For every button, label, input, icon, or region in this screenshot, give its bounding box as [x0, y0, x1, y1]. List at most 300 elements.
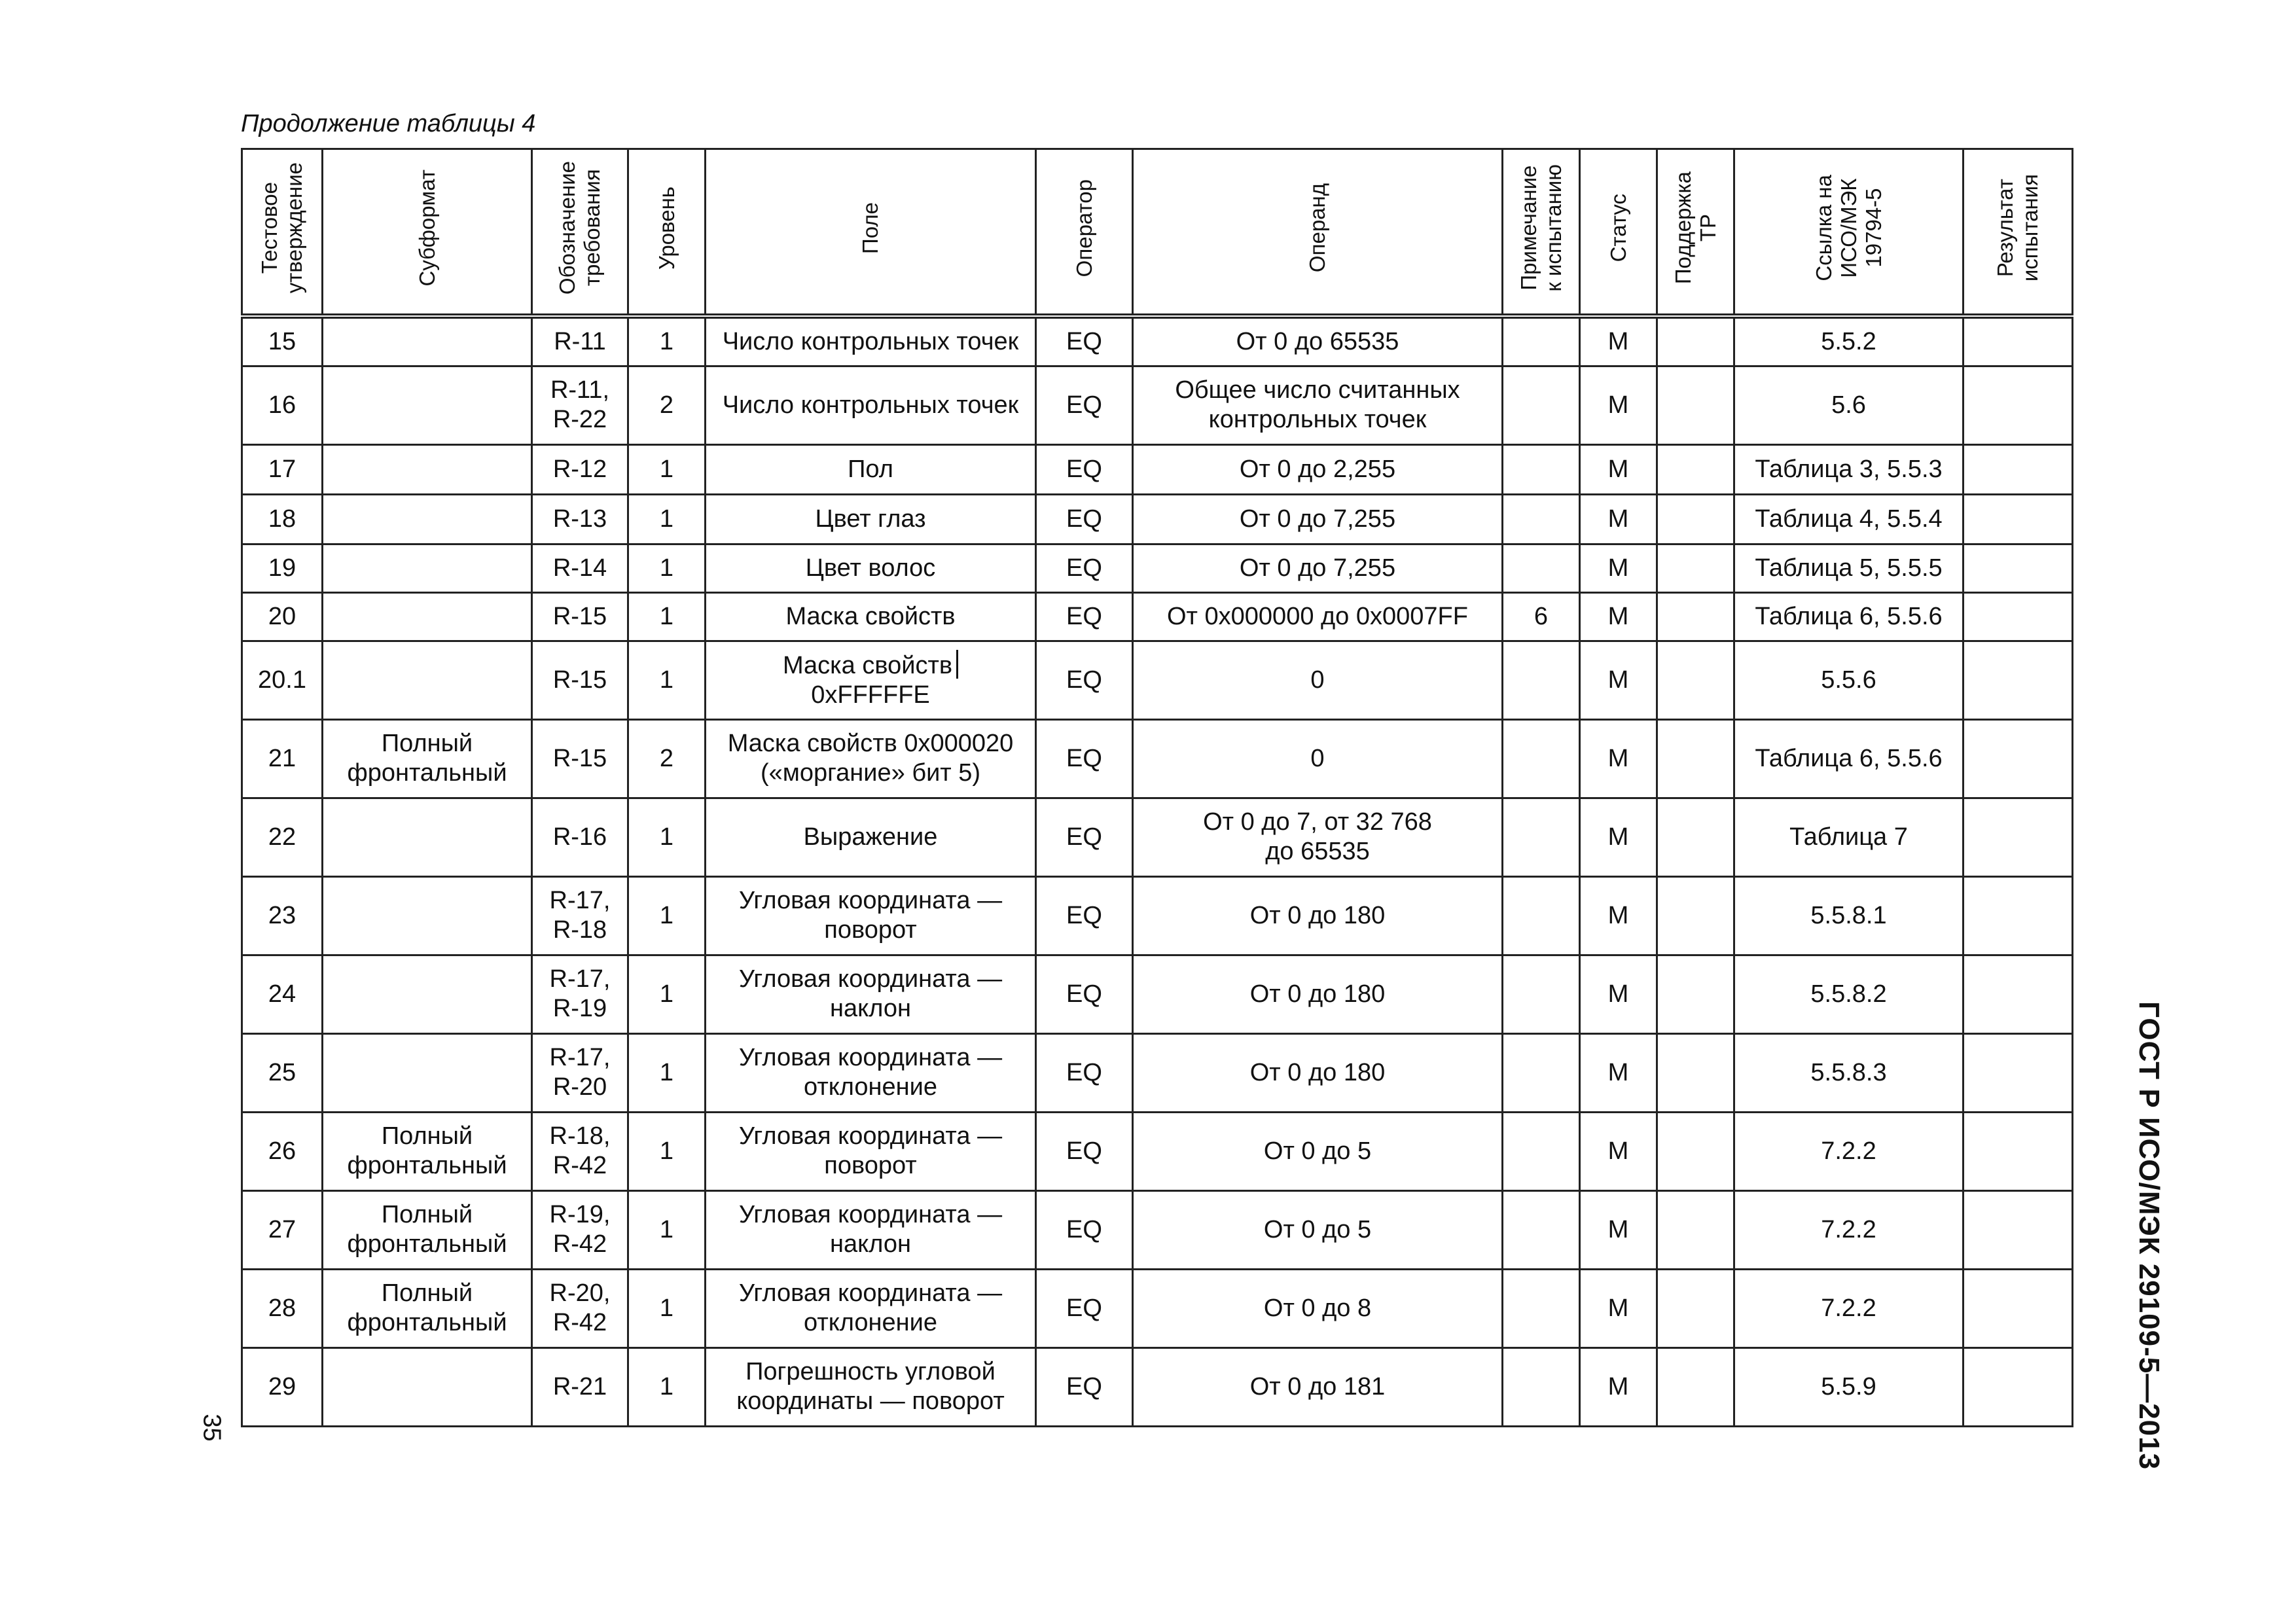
- table-row: [242, 592, 2073, 641]
- cell-line: M: [1607, 1058, 1629, 1086]
- cell-operand: [1133, 366, 1503, 444]
- cell-test-assertion: [242, 719, 323, 798]
- cell-test-note: [1503, 641, 1580, 719]
- cell-line: 1: [659, 1372, 674, 1400]
- cell-tr-support: [1657, 876, 1734, 955]
- cell-line: 15: [268, 327, 296, 355]
- cell-line: Маска свойств: [785, 602, 956, 630]
- cell-level: [628, 719, 706, 798]
- cell-operator: [1036, 444, 1133, 494]
- cell-field: [706, 798, 1036, 876]
- cell-operand: [1133, 494, 1503, 544]
- cell-test-note: [1503, 544, 1580, 592]
- cell-line: M: [1607, 327, 1629, 355]
- cell-level: [628, 1112, 706, 1190]
- cell-line: Таблица 6, 5.5.6: [1755, 602, 1943, 630]
- cell-test-assertion: [242, 544, 323, 592]
- cell-line: до 65535: [1265, 838, 1370, 865]
- cell-line: R-16: [552, 823, 607, 851]
- cell-operand: [1133, 316, 1503, 366]
- cell-line: EQ: [1066, 1215, 1102, 1243]
- cell-operator: [1036, 544, 1133, 592]
- cell-requirement-id: [532, 494, 628, 544]
- header-line: утверждение: [282, 162, 306, 294]
- cell-line: Полный: [381, 730, 473, 757]
- header-line: Тестовое: [257, 182, 281, 274]
- cell-subformat: [323, 494, 532, 544]
- cell-line: 5.5.8.2: [1810, 980, 1887, 1008]
- cell-test-result: [1964, 316, 2073, 366]
- cell-line: фронтальный: [347, 1309, 507, 1336]
- cell-tr-support: [1657, 366, 1734, 444]
- cell-operand: [1133, 444, 1503, 494]
- cell-field: [706, 1347, 1036, 1426]
- cell-line: EQ: [1066, 505, 1102, 533]
- cell-line: 1: [659, 327, 674, 355]
- cell-test-result: [1964, 366, 2073, 444]
- cell-line: M: [1607, 744, 1629, 772]
- cell-test-assertion: [242, 444, 323, 494]
- cell-test-assertion: [242, 1033, 323, 1112]
- cell-requirement-id: [532, 798, 628, 876]
- cell-level: [628, 592, 706, 641]
- header-line: Поддержка: [1670, 171, 1695, 285]
- cell-line: Маска свойств 0x000020: [727, 730, 1014, 757]
- cell-line: 2: [659, 391, 674, 419]
- cell-line: R-19,: [549, 1201, 611, 1228]
- cell-operator: [1036, 1269, 1133, 1347]
- cell-test-note: [1503, 444, 1580, 494]
- cell-tr-support: [1657, 592, 1734, 641]
- cell-requirement-id: [532, 366, 628, 444]
- header-test-assertion: [242, 149, 323, 317]
- cell-line: EQ: [1066, 391, 1102, 419]
- cell-test-result: [1964, 719, 2073, 798]
- header-line: Примечание: [1516, 165, 1541, 291]
- cell-tr-support: [1657, 1347, 1734, 1426]
- cell-line: EQ: [1066, 1294, 1102, 1322]
- header-status: [1580, 149, 1657, 317]
- cell-field: [706, 544, 1036, 592]
- cell-status: [1580, 955, 1657, 1033]
- cell-line: От 0 до 5: [1263, 1137, 1372, 1165]
- cell-line: R-17,: [549, 887, 611, 914]
- cell-line: Выражение: [803, 823, 938, 851]
- cell-line: 25: [268, 1058, 296, 1086]
- cell-line: Таблица 6, 5.5.6: [1755, 744, 1943, 772]
- cell-field: [706, 1033, 1036, 1112]
- cell-test-result: [1964, 1347, 2073, 1426]
- cell-field: [706, 316, 1036, 366]
- cell-line: 19: [268, 554, 296, 582]
- cell-status: [1580, 366, 1657, 444]
- cell-line: 29: [268, 1372, 296, 1400]
- header-line: Операнд: [1305, 183, 1329, 273]
- cell-line: Угловая координата —: [738, 1044, 1003, 1071]
- cell-requirement-id: [532, 316, 628, 366]
- cell-line: От 0 до 180: [1249, 901, 1386, 929]
- cell-iso-reference: [1734, 1033, 1964, 1112]
- cell-test-note: [1503, 1033, 1580, 1112]
- cell-iso-reference: [1734, 641, 1964, 719]
- table-row: [242, 444, 2073, 494]
- cell-line: Угловая координата —: [738, 965, 1003, 993]
- cell-line: R-22: [552, 406, 607, 433]
- cell-status: [1580, 719, 1657, 798]
- cell-level: [628, 798, 706, 876]
- table-body: [242, 316, 2073, 1426]
- cell-test-note: [1503, 719, 1580, 798]
- cell-test-result: [1964, 876, 2073, 955]
- header-line: к испытанию: [1541, 164, 1566, 292]
- cell-line: 18: [268, 505, 296, 533]
- cell-test-note: [1503, 798, 1580, 876]
- cell-operator: [1036, 1347, 1133, 1426]
- cell-subformat: [323, 444, 532, 494]
- table-row: [242, 1347, 2073, 1426]
- cell-line: 16: [268, 391, 296, 419]
- cell-line: R-11,: [550, 376, 610, 404]
- cell-operator: [1036, 876, 1133, 955]
- table-row: [242, 494, 2073, 544]
- cell-line: Число контрольных точек: [722, 327, 1019, 355]
- cell-line: 17: [268, 455, 296, 483]
- cell-operand: [1133, 798, 1503, 876]
- cell-line: От 0 до 7,255: [1239, 505, 1396, 533]
- cell-line: Таблица 7: [1789, 823, 1908, 851]
- cell-level: [628, 1269, 706, 1347]
- cell-line: R-12: [552, 455, 607, 483]
- cell-operand: [1133, 876, 1503, 955]
- header-tr-support: [1657, 149, 1734, 317]
- header-line: ИСО/МЭК: [1836, 178, 1861, 278]
- cell-test-result: [1964, 1190, 2073, 1269]
- header-line: требования: [580, 169, 604, 287]
- header-line: Уровень: [654, 186, 679, 270]
- cell-line: M: [1607, 505, 1629, 533]
- cell-line: R-14: [552, 554, 607, 582]
- cell-line: 6: [1534, 602, 1549, 630]
- cell-test-note: [1503, 316, 1580, 366]
- cell-line: R-19: [552, 995, 607, 1022]
- header-operand: [1133, 149, 1503, 317]
- cell-line: EQ: [1066, 602, 1102, 630]
- cell-line: R-11: [554, 327, 606, 355]
- cell-test-assertion: [242, 955, 323, 1033]
- cell-line: Угловая координата —: [738, 887, 1003, 914]
- header-operator: [1036, 149, 1133, 317]
- cell-test-note: [1503, 876, 1580, 955]
- cell-line: M: [1607, 901, 1629, 929]
- cell-status: [1580, 592, 1657, 641]
- cell-subformat: [323, 798, 532, 876]
- cell-line: 0xFFFFFE: [811, 681, 930, 709]
- cell-subformat: [323, 1347, 532, 1426]
- cell-operand: [1133, 592, 1503, 641]
- cell-test-assertion: [242, 798, 323, 876]
- cell-line: 1: [659, 602, 674, 630]
- cell-line: 1: [659, 666, 674, 694]
- cell-iso-reference: [1734, 1347, 1964, 1426]
- cell-iso-reference: [1734, 366, 1964, 444]
- cell-line: 5.5.8.1: [1810, 901, 1887, 929]
- cell-iso-reference: [1734, 1269, 1964, 1347]
- cell-operator: [1036, 719, 1133, 798]
- header-line: Обозначение: [555, 161, 579, 295]
- cell-tr-support: [1657, 1112, 1734, 1190]
- cell-line: EQ: [1066, 554, 1102, 582]
- cell-subformat: [323, 1033, 532, 1112]
- cell-line: R-15: [552, 666, 607, 694]
- table-row: [242, 316, 2073, 366]
- cell-operand: [1133, 1190, 1503, 1269]
- cell-line: M: [1607, 602, 1629, 630]
- table-header-row: [242, 149, 2073, 317]
- cell-field: [706, 1190, 1036, 1269]
- cell-iso-reference: [1734, 798, 1964, 876]
- cell-operand: [1133, 955, 1503, 1033]
- cell-level: [628, 544, 706, 592]
- cell-line: наклон: [830, 1230, 911, 1258]
- cell-test-result: [1964, 592, 2073, 641]
- cell-status: [1580, 544, 1657, 592]
- cell-line: От 0 до 8: [1263, 1294, 1372, 1322]
- cell-status: [1580, 1190, 1657, 1269]
- cell-line: поворот: [824, 1152, 917, 1179]
- cell-status: [1580, 1269, 1657, 1347]
- cell-line: R-18,: [549, 1122, 611, 1150]
- cell-line: Число контрольных точек: [722, 391, 1019, 419]
- cell-operand: [1133, 1033, 1503, 1112]
- cell-line: Полный: [381, 1279, 473, 1307]
- cell-operand: [1133, 641, 1503, 719]
- cell-line: M: [1607, 666, 1629, 694]
- header-line: 19794-5: [1861, 188, 1886, 268]
- cell-status: [1580, 444, 1657, 494]
- cell-test-assertion: [242, 1112, 323, 1190]
- cell-status: [1580, 876, 1657, 955]
- cell-test-result: [1964, 641, 2073, 719]
- cell-line: 1: [659, 455, 674, 483]
- cell-line: координаты — поворот: [736, 1387, 1005, 1415]
- cell-test-result: [1964, 1112, 2073, 1190]
- cell-field: [706, 876, 1036, 955]
- cell-subformat: [323, 1112, 532, 1190]
- cell-iso-reference: [1734, 876, 1964, 955]
- cell-operand: [1133, 1112, 1503, 1190]
- requirements-table: [241, 148, 2073, 1427]
- header-iso-reference: [1734, 149, 1964, 317]
- cell-test-assertion: [242, 1190, 323, 1269]
- cell-subformat: [323, 955, 532, 1033]
- cell-operator: [1036, 316, 1133, 366]
- cell-requirement-id: [532, 544, 628, 592]
- cell-requirement-id: [532, 1190, 628, 1269]
- cell-line: От 0 до 65535: [1236, 327, 1399, 355]
- cell-line: 5.5.2: [1821, 327, 1876, 355]
- cell-subformat: [323, 592, 532, 641]
- cell-line: Погрешность угловой: [745, 1358, 996, 1385]
- table-row: [242, 641, 2073, 719]
- cell-test-result: [1964, 955, 2073, 1033]
- cell-operand: [1133, 719, 1503, 798]
- cell-tr-support: [1657, 316, 1734, 366]
- cell-test-note: [1503, 494, 1580, 544]
- header-line: Ссылка на: [1811, 175, 1836, 281]
- cell-test-note: [1503, 366, 1580, 444]
- cell-line: EQ: [1066, 1372, 1102, 1400]
- cell-iso-reference: [1734, 955, 1964, 1033]
- cell-tr-support: [1657, 798, 1734, 876]
- cell-requirement-id: [532, 876, 628, 955]
- cell-line: Таблица 3, 5.5.3: [1755, 455, 1943, 483]
- header-line: ТР: [1695, 214, 1720, 242]
- cell-operand: [1133, 1269, 1503, 1347]
- cell-line: R-42: [552, 1309, 607, 1336]
- cell-line: 1: [659, 505, 674, 533]
- table-row: [242, 1269, 2073, 1347]
- table-row: [242, 955, 2073, 1033]
- cell-line: фронтальный: [347, 1152, 507, 1179]
- cell-line: От 0 до 180: [1249, 980, 1386, 1008]
- cell-line: 20.1: [258, 666, 306, 694]
- cell-line: 1: [659, 1137, 674, 1165]
- cell-test-note: [1503, 1190, 1580, 1269]
- cell-requirement-id: [532, 1112, 628, 1190]
- cell-requirement-id: [532, 1033, 628, 1112]
- cell-test-note: [1503, 1347, 1580, 1426]
- cell-line: 24: [268, 980, 296, 1008]
- cell-operand: [1133, 544, 1503, 592]
- cell-line: 22: [268, 823, 296, 851]
- cell-test-assertion: [242, 1347, 323, 1426]
- header-subformat: [323, 149, 532, 317]
- table-row: [242, 1033, 2073, 1112]
- cell-iso-reference: [1734, 592, 1964, 641]
- cell-line: Маска свойств: [709, 650, 1032, 681]
- cell-test-note: [1503, 592, 1580, 641]
- cell-line: 0: [1310, 666, 1325, 694]
- cell-line: От 0 до 2,255: [1239, 455, 1396, 483]
- cell-line: 1: [659, 554, 674, 582]
- cell-subformat: [323, 544, 532, 592]
- cell-subformat: [323, 719, 532, 798]
- page-number: 35: [198, 1414, 226, 1442]
- cell-line: Угловая координата —: [738, 1279, 1003, 1307]
- cell-test-assertion: [242, 641, 323, 719]
- header-field: [706, 149, 1036, 317]
- cell-line: M: [1607, 455, 1629, 483]
- cell-line: 26: [268, 1137, 296, 1165]
- cell-line: R-17,: [549, 1044, 611, 1071]
- cell-line: EQ: [1066, 327, 1102, 355]
- cell-requirement-id: [532, 1347, 628, 1426]
- cell-iso-reference: [1734, 444, 1964, 494]
- cell-operator: [1036, 641, 1133, 719]
- cell-line: EQ: [1066, 666, 1102, 694]
- cell-line: 5.6: [1831, 391, 1866, 419]
- cell-subformat: [323, 641, 532, 719]
- cell-operator: [1036, 1190, 1133, 1269]
- cell-iso-reference: [1734, 544, 1964, 592]
- cell-field: [706, 444, 1036, 494]
- cell-line: Пол: [848, 455, 893, 483]
- cell-iso-reference: [1734, 316, 1964, 366]
- cell-tr-support: [1657, 494, 1734, 544]
- cell-line: 5.5.8.3: [1810, 1058, 1887, 1086]
- cell-line: M: [1607, 1215, 1629, 1243]
- cell-test-result: [1964, 1269, 2073, 1347]
- cell-field: [706, 955, 1036, 1033]
- cell-line: EQ: [1066, 744, 1102, 772]
- cell-operator: [1036, 1112, 1133, 1190]
- header-line: испытания: [2018, 174, 2042, 282]
- cell-test-result: [1964, 544, 2073, 592]
- cell-line: 5.5.6: [1821, 666, 1876, 694]
- cell-line: Цвет глаз: [815, 505, 926, 533]
- standard-reference-text: ГОСТ Р ИСО/МЭК 29109-5—2013: [2133, 1001, 2165, 1471]
- cell-tr-support: [1657, 719, 1734, 798]
- cell-line: 1: [659, 901, 674, 929]
- cell-line: R-42: [552, 1230, 607, 1258]
- cell-requirement-id: [532, 955, 628, 1033]
- cell-line: Таблица 4, 5.5.4: [1755, 505, 1943, 533]
- header-line: Оператор: [1071, 179, 1096, 277]
- cell-line: R-20,: [549, 1279, 611, 1307]
- cell-line: M: [1607, 391, 1629, 419]
- table-row: [242, 798, 2073, 876]
- cell-iso-reference: [1734, 1190, 1964, 1269]
- cell-line: 23: [268, 901, 296, 929]
- cell-iso-reference: [1734, 1112, 1964, 1190]
- table-row: [242, 876, 2073, 955]
- cell-line: 7.2.2: [1821, 1294, 1876, 1322]
- cell-line: 7.2.2: [1821, 1215, 1876, 1243]
- cell-requirement-id: [532, 719, 628, 798]
- cell-subformat: [323, 876, 532, 955]
- cell-subformat: [323, 1190, 532, 1269]
- cell-level: [628, 1190, 706, 1269]
- cell-tr-support: [1657, 1269, 1734, 1347]
- cell-test-result: [1964, 1033, 2073, 1112]
- cell-line: 2: [659, 744, 674, 772]
- cell-line: От 0 до 180: [1249, 1058, 1386, 1086]
- cell-line: От 0 до 7,255: [1239, 554, 1396, 582]
- cell-requirement-id: [532, 1269, 628, 1347]
- cell-level: [628, 641, 706, 719]
- cell-line: M: [1607, 823, 1629, 851]
- cell-line: M: [1607, 980, 1629, 1008]
- cell-status: [1580, 1347, 1657, 1426]
- cell-test-assertion: [242, 876, 323, 955]
- cell-line: отклонение: [804, 1073, 937, 1101]
- cell-level: [628, 444, 706, 494]
- cell-line: поворот: [824, 916, 917, 944]
- header-line: Результат: [1993, 179, 2017, 277]
- cell-test-result: [1964, 494, 2073, 544]
- cell-line: R-20: [552, 1073, 607, 1101]
- cell-tr-support: [1657, 641, 1734, 719]
- cell-subformat: [323, 366, 532, 444]
- header-level: [628, 149, 706, 317]
- cell-line: контрольных точек: [1208, 406, 1427, 433]
- cell-field: [706, 366, 1036, 444]
- cell-line: R-21: [552, 1372, 607, 1400]
- cell-line: 1: [659, 980, 674, 1008]
- cell-line: 7.2.2: [1821, 1137, 1876, 1165]
- table-row: [242, 366, 2073, 444]
- cell-line: Полный: [381, 1201, 473, 1228]
